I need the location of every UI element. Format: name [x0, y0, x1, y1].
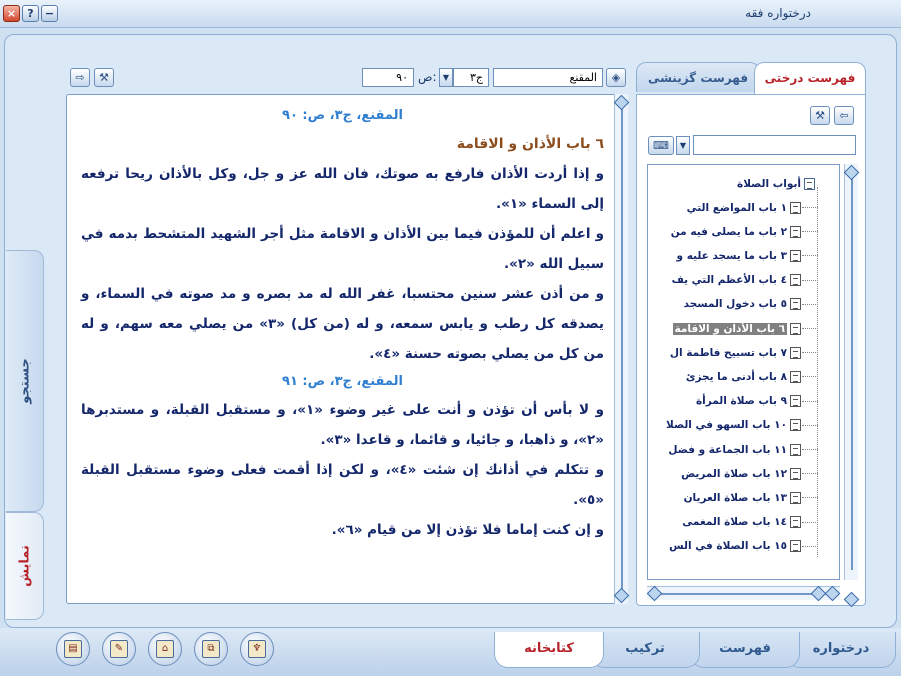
bookmark-button[interactable] — [148, 632, 182, 666]
document-icon — [790, 395, 801, 407]
paragraph: و إذا أردت الأذان فارفع به صوتك، فان الله عز و جل، وكل بالأذان ريحا ترفعه إلى السماء «۱». — [81, 166, 604, 212]
search-dropdown-button[interactable]: ▼ — [676, 136, 690, 155]
tab-tree-index[interactable]: فهرست درختی — [754, 62, 866, 94]
page-label: ص: — [418, 70, 437, 84]
volume-select[interactable]: ج۳ — [453, 68, 489, 87]
source-ref: المقنع، ج۳، ص: ۹۱ — [282, 374, 403, 389]
tree-view[interactable] — [647, 164, 840, 580]
tree-item-label: ۱۱ باب الجماعة و فضل — [668, 443, 787, 456]
copy-button[interactable] — [194, 632, 228, 666]
tree-item[interactable] — [681, 463, 801, 484]
book-picker-icon[interactable]: ◈ — [606, 68, 626, 87]
index-search-input[interactable] — [693, 135, 856, 155]
side-tab-display[interactable] — [6, 512, 44, 620]
tree-item[interactable] — [682, 512, 801, 533]
help-button[interactable]: ? — [22, 5, 39, 22]
tree-item-label: ٤ باب الأعظم التي يف — [671, 274, 787, 287]
book-icon — [804, 178, 815, 190]
tab-fehrest[interactable]: فهرست — [690, 632, 800, 668]
index-tools-icon[interactable]: ⚒ — [810, 106, 830, 125]
tree-item[interactable] — [673, 318, 801, 339]
forward-arrow-icon[interactable]: ⇨ — [70, 68, 90, 87]
minimize-button[interactable]: − — [41, 5, 58, 22]
chapter-heading: ٦ باب الأذان و الاقامة — [456, 136, 604, 152]
scroll-up-icon[interactable] — [844, 165, 860, 181]
tree-item[interactable] — [668, 439, 801, 460]
tree-item-label: ۱٥ باب الصلاة في الس — [669, 540, 787, 553]
back-arrow-icon[interactable]: ⇦ — [834, 106, 854, 125]
paragraph: و اعلم أن للمؤذن فيما بين الأذان و الاقامة مثل أجر الشهيد المتشحط بدمه في سبيل الله «۲». — [81, 226, 604, 272]
close-button[interactable]: × — [3, 5, 20, 22]
tree-item-label: ۱۲ باب صلاة المريض — [681, 467, 787, 480]
tools-icon[interactable]: ⚒ — [94, 68, 114, 87]
tree-item-label: ۷ باب تسبيح فاطمة ال — [669, 346, 787, 359]
print-button[interactable] — [56, 632, 90, 666]
source-ref: المقنع، ج۳، ص: ۹۰ — [282, 108, 403, 123]
page-input[interactable]: ۹۰ — [362, 68, 414, 87]
document-icon — [790, 540, 801, 552]
document-icon — [790, 444, 801, 456]
scroll-up-icon[interactable] — [614, 95, 630, 111]
tree-root[interactable]: أبواب الصلاة — [737, 173, 815, 194]
content-scrollbar[interactable] — [614, 94, 628, 604]
note-button[interactable] — [102, 632, 136, 666]
tab-derakhtvare[interactable]: درختواره — [786, 632, 896, 668]
volume-dropdown-button[interactable]: ▼ — [439, 68, 453, 87]
tree-item-label: ۲ باب ما يصلى فيه من — [670, 225, 787, 238]
document-icon — [790, 468, 801, 480]
document-icon — [790, 492, 801, 504]
tree-item[interactable] — [670, 342, 801, 363]
window-controls — [3, 5, 58, 22]
keyboard-icon[interactable]: ⌨ — [648, 136, 674, 155]
tree-item[interactable] — [671, 221, 801, 242]
printer-icon: ▤ — [64, 640, 82, 658]
side-tab-search[interactable] — [6, 250, 44, 512]
book-text-panel — [66, 94, 619, 604]
tab-ketabkhane[interactable]: کتابخانه — [494, 632, 604, 668]
tree-item-label: ۱۰ باب السهو في الصلا — [666, 419, 787, 432]
tree-item[interactable] — [686, 366, 801, 387]
bookmark-icon: ⌂ — [156, 640, 174, 658]
scroll-down-icon[interactable] — [614, 588, 630, 604]
tree-item[interactable] — [696, 391, 801, 412]
paragraph: و إن كنت إماما فلا تؤذن إلا من قيام «٦». — [331, 522, 604, 538]
paragraph: و لا بأس أن تؤذن و أنت على غير وضوء «۱»، و مستقبل القبلة، و مستدبرها «۲»، و ذاهبا، و جائيا، و قائما، و قاعدا «۳». — [81, 402, 604, 448]
document-icon — [790, 419, 801, 431]
tab-selective-index[interactable]: فهرست گزینشی — [636, 62, 760, 92]
document-icon — [790, 516, 801, 528]
hierarchy-icon: ♆ — [248, 640, 266, 658]
tree-item-label: ۱ باب المواضع التي — [686, 201, 787, 214]
tree-scrollbar-vertical[interactable] — [844, 164, 858, 580]
index-tabs — [636, 62, 866, 94]
tree-item[interactable] — [666, 415, 801, 436]
copy-icon: ⧉ — [202, 640, 220, 658]
document-icon — [790, 371, 801, 383]
document-icon — [790, 274, 801, 286]
scroll-thumb[interactable] — [811, 586, 827, 602]
document-icon — [790, 323, 801, 335]
tree-item-label: ۹ باب صلاة المرأة — [695, 395, 787, 408]
window-title: درختواره فقه — [745, 6, 811, 20]
tab-tarkib[interactable]: ترکیب — [590, 632, 700, 668]
scroll-left-icon[interactable] — [647, 586, 663, 602]
content-toolbar — [66, 66, 629, 88]
tree-item-label: ٦ باب الأذان و الاقامة — [674, 322, 785, 335]
paragraph: و تتكلم في أذانك إن شئت «٤»، و لكن إذا أقمت فعلى وضوء مستقبل القبلة «٥». — [81, 462, 604, 508]
tree-item[interactable] — [669, 536, 801, 557]
tree-item[interactable] — [687, 197, 801, 218]
bottom-bar — [0, 628, 901, 676]
tree-item[interactable] — [684, 294, 801, 315]
tree-item-label: ۱۳ باب صلاة العريان — [683, 491, 787, 504]
tree-item-label: ٥ باب دخول المسجد — [683, 298, 787, 311]
title-bar — [0, 0, 901, 28]
tree-item[interactable] — [672, 270, 801, 291]
tree-item-label: ۸ باب أدنى ما يجزئ — [685, 370, 787, 383]
side-tab-search-label: جستجو — [17, 358, 32, 404]
document-icon — [790, 298, 801, 310]
tree-item[interactable] — [684, 487, 801, 508]
book-select[interactable]: المقنع — [493, 68, 603, 87]
tree-structure-button[interactable] — [240, 632, 274, 666]
document-icon — [790, 347, 801, 359]
document-icon — [790, 250, 801, 262]
note-icon: ✎ — [110, 640, 128, 658]
document-icon — [790, 226, 801, 238]
scroll-right-icon[interactable] — [825, 586, 841, 602]
document-icon — [790, 202, 801, 214]
tree-item[interactable] — [677, 245, 801, 266]
tree-item-label: ۳ باب ما يسجد عليه و — [676, 249, 787, 262]
paragraph: و من أذن عشر سنين محتسبا، غفر الله له مد بصره و مد صوته في السماء، و يصدقه كل رطب و يابس سمعه، و له (من كل) «۳» من يصلي معه سهم، و له من كل من يصلي بصوته حسنة «٤». — [81, 286, 604, 362]
side-tab-display-label: نمایش — [17, 545, 32, 587]
tree-scrollbar-horizontal[interactable] — [647, 586, 840, 600]
tree-item-label: ۱٤ باب صلاة المغمى — [682, 516, 787, 529]
